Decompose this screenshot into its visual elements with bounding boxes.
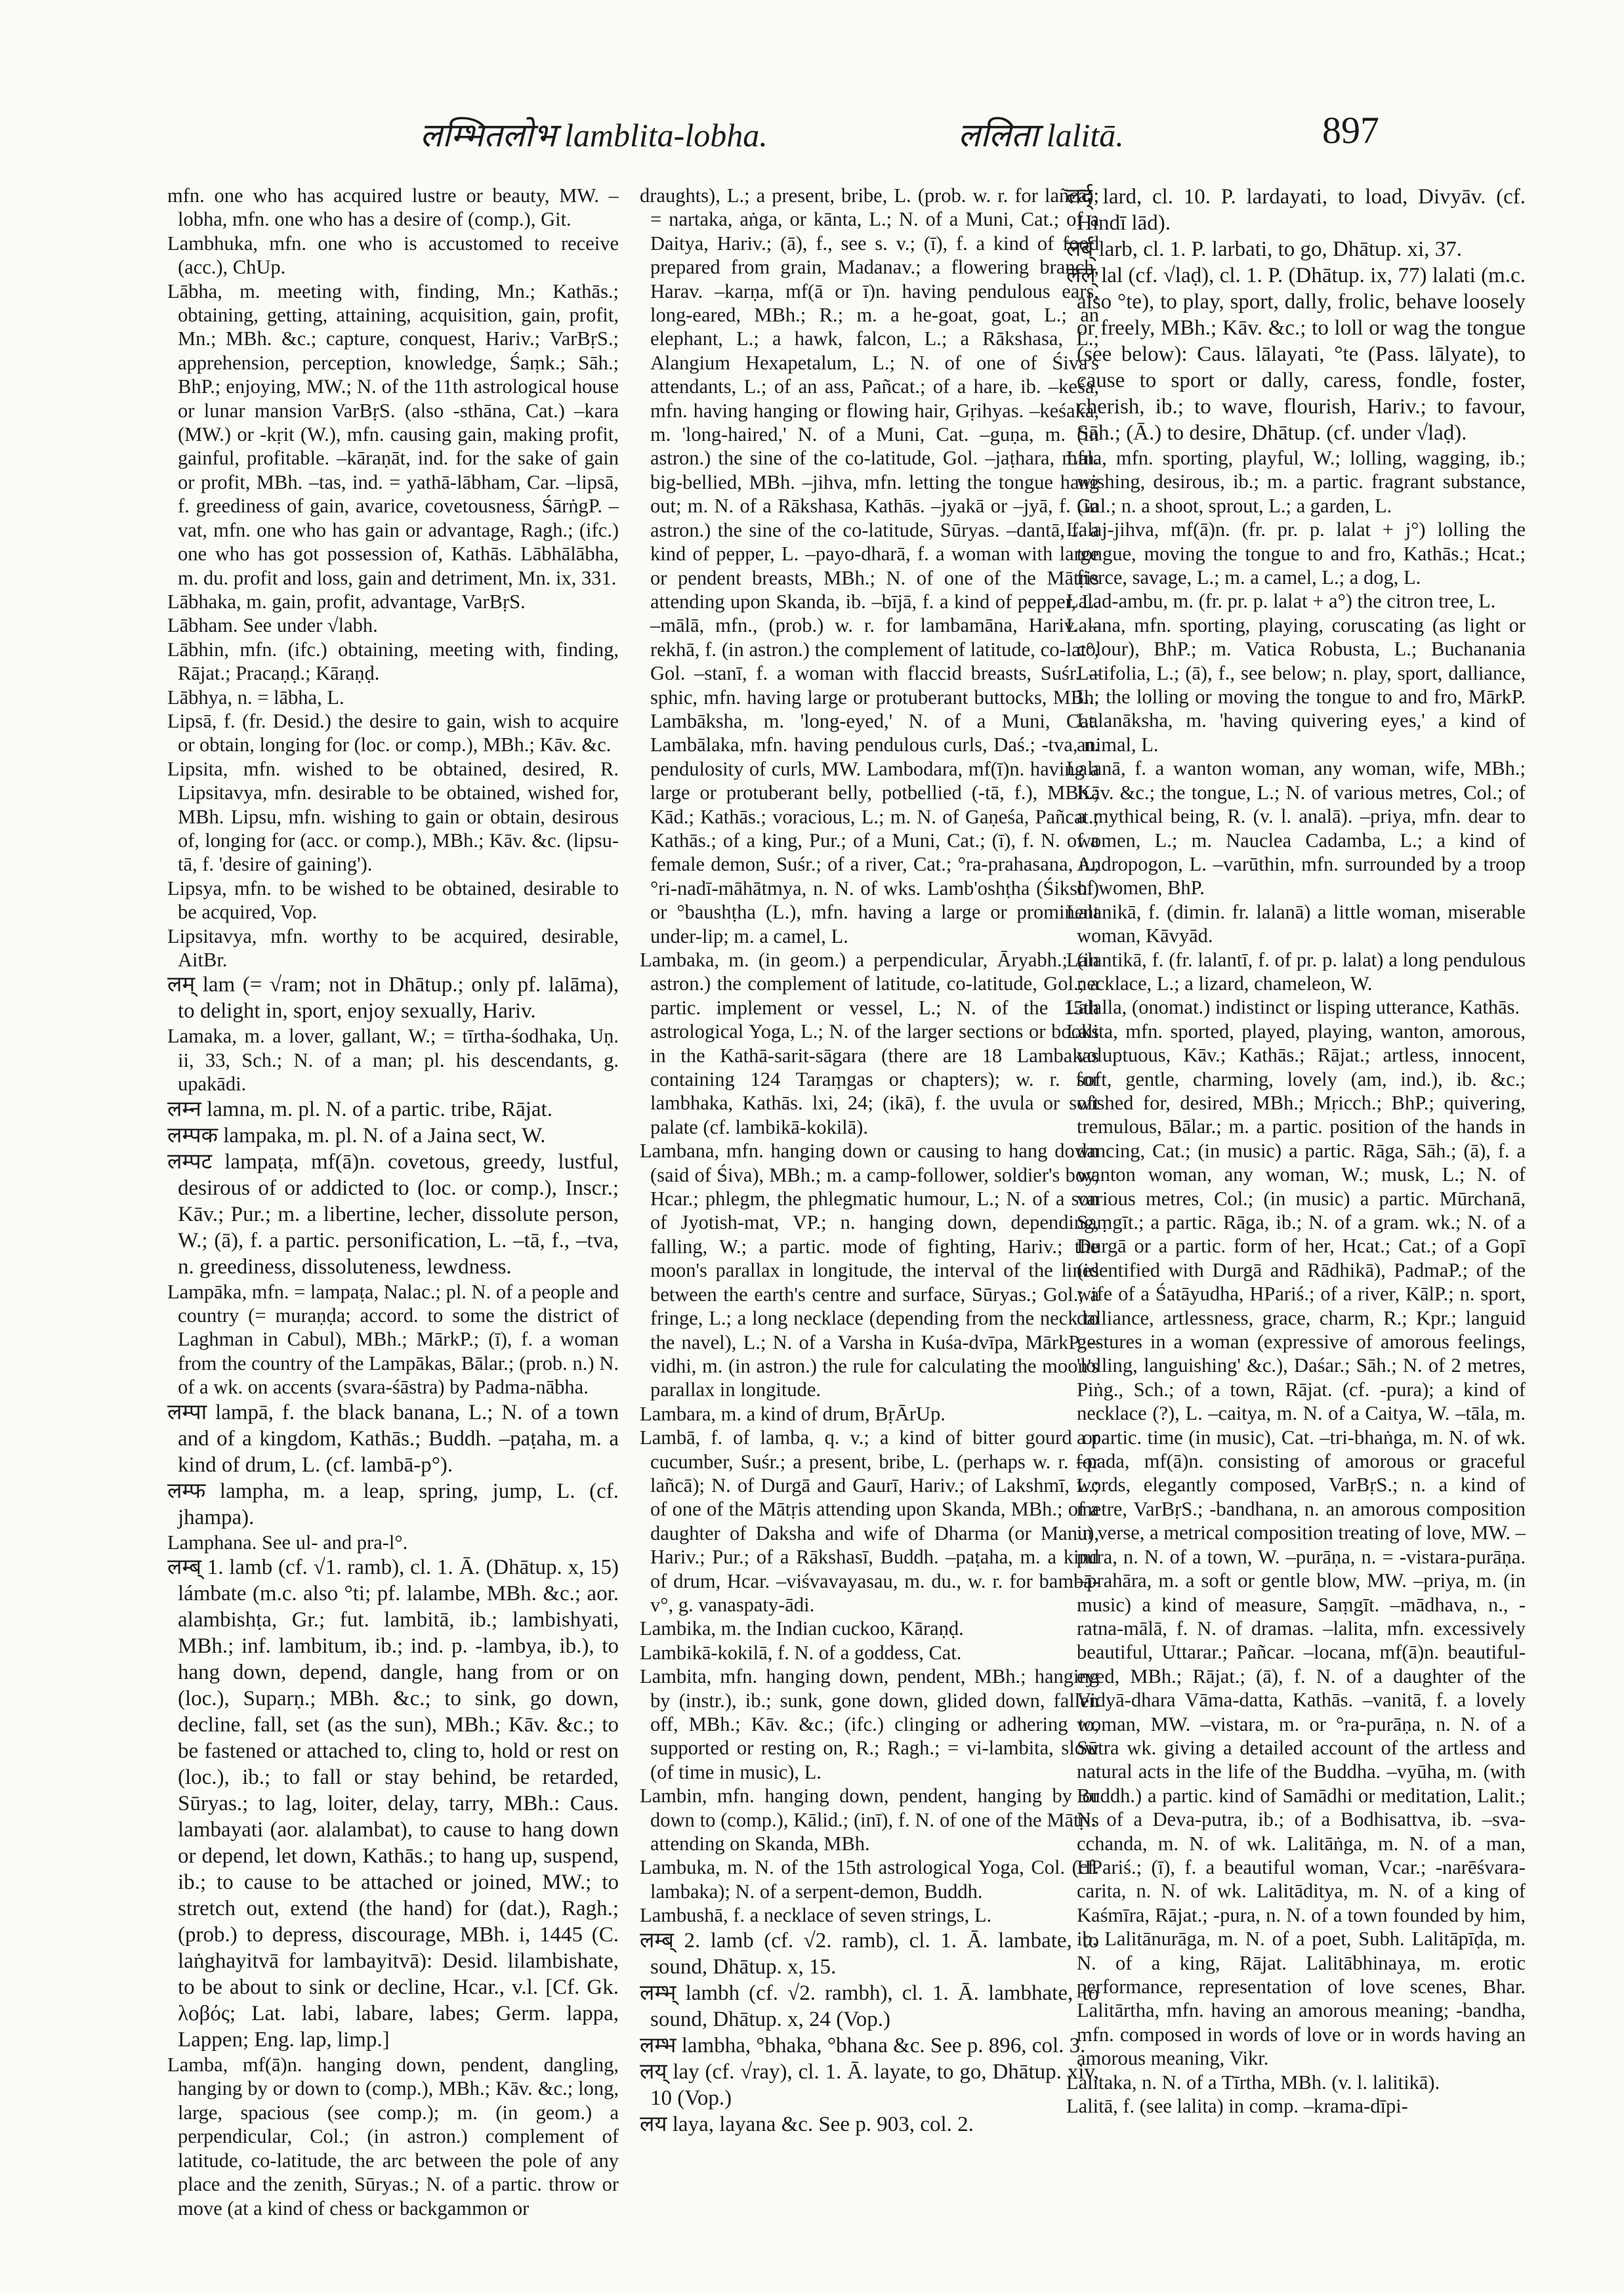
dictionary-entry: Lambika, m. the Indian cuckoo, Kāraṇḍ.	[640, 1617, 964, 1640]
dictionary-entry: लम्फ lampha, m. a leap, spring, jump, L. (cf. jhampa).	[167, 1479, 619, 1529]
dictionary-entry: लम्ब् 2. lamb (cf. √2. ramb), cl. 1. Ā. lambate, to sound, Dhātup. x, 15.	[640, 1928, 1099, 1979]
dictionary-entry: Lābha, m. meeting with, finding, Mn.; Kathās.; obtaining, getting, attaining, acquisition, gain, profit, Mn.; MBh. &c.; capture, conquest, Hariv.; VarBṛS.; apprehension, perception, knowledge, Śaṃk.; Sāh.; BhP.; enjoying, MW.; N. of the 11th astrological house or lunar mansion VarBṛS. (also -sthāna, Cat.) –kara (MW.) or -kṛit (W.), mfn. causing gain, making profit, gainful, profitable. –kāraṇāt, ind. for the sake of gain or profit, MBh. –tas, ind. = yathā-lābham, Car. –lipsā, f. greediness of gain, avarice, covetousness, ŚārṅgP. –vat, mfn. one who has gain or advantage, Ragh.; (ifc.) one who has got possession of, Kathās. Lābhālābha, m. du. profit and loss, gain and detriment, Mn. ix, 331.	[167, 279, 619, 589]
page-header	[0, 77, 1624, 176]
dictionary-entry: Lalanā, f. a wanton woman, any woman, wife, MBh.; Kāv. &c.; the tongue, L.; N. of various metres, Col.; of a mythical being, R. (v. l. analā). –priya, mfn. dear to women, L.; m. Nauclea Cadamba, L.; a kind of Andropogon, L. –varūthin, mfn. surrounded by a troop of women, BhP.	[1066, 757, 1526, 899]
dictionary-entry: लम्भ् lambh (cf. √2. rambh), cl. 1. Ā. lambhate, to sound, Dhātup. x, 24 (Vop.)	[640, 1981, 1099, 2031]
dictionary-entry: Lambā, f. of lamba, q. v.; a kind of bitter gourd or cucumber, Suśr.; a present, bribe, L. (perhaps w. r. for lañcā); N. of Durgā and Gaurī, Hariv.; of Lakshmī, L.; of one of the Mātṛis attending upon Skanda, MBh.; of a daughter of Daksha and wife of Dharma (or Manu), Hariv.; Pur.; of a Rākshasī, Buddh. –paṭaha, m. a kind of drum, Hcar. –viśvavayasau, m. du., w. r. for bambā-v°, g. vanaspaty-ādi.	[640, 1426, 1099, 1616]
dictionary-entry: Lambin, mfn. hanging down, pendent, hanging by or down to (comp.), Kālid.; (inī), f. N. of one of the Mātṛis attending on Skanda, MBh.	[640, 1785, 1099, 1855]
column-3	[1066, 184, 1526, 2270]
dictionary-entry: Lambikā-kokilā, f. N. of a goddess, Cat.	[640, 1641, 962, 1664]
column-1	[167, 184, 619, 2270]
dictionary-entry: Lābhya, n. = lābha, L.	[167, 686, 344, 709]
dictionary-entry: Lalanikā, f. (dimin. fr. lalanā) a little woman, miserable woman, Kāvyād.	[1066, 900, 1526, 947]
dictionary-entry: लल् lal (cf. √laḍ), cl. 1. P. (Dhātup. ix, 77) lalati (m.c. also °te), to play, sport, dally, frolic, behave loosely or freely, MBh.; Kāv. &c.; to loll or wag the tongue (see below): Caus. lālayati, °te (Pass. lālyate), to cause to sport or dally, caress, fondle, foster, cherish, ib.; to wave, flourish, Hariv.; to favour, Sāh.; (Ā.) to desire, Dhātup. (cf. under √laḍ).	[1066, 264, 1526, 445]
dictionary-entry: Lambara, m. a kind of drum, BṛĀrUp.	[640, 1402, 946, 1425]
dictionary-entry: Lamba, mf(ā)n. hanging down, pendent, dangling, hanging by or down to (comp.), MBh.; Kāv. &c.; long, large, spacious (see comp.); m. (in geom.) a perpendicular, Col.; (in astron.) complement of latitude, co-latitude, the arc between the pole of any place and the zenith, Sūryas.; N. of a partic. throw or move (at a kind of chess or backgammon or	[167, 2054, 619, 2220]
dictionary-entry: Lala, mfn. sporting, playful, W.; lolling, wagging, ib.; wishing, desirous, ib.; m. a partic. fragrant substance, Gal.; n. a shoot, sprout, L.; a garden, L.	[1066, 447, 1526, 517]
dictionary-entry: लम्ब् 1. lamb (cf. √1. ramb), cl. 1. Ā. (Dhātup. x, 15) lámbate (m.c. also °ti; pf. lalambe, MBh. &c.; aor. alambishṭa, Gr.; fut. lambitā, ib.; lambishyati, MBh.; inf. lambitum, ib.; ind. p. -lambya, ib.), to hang down, depend, dangle, hang from or on (loc.), Suparṇ.; MBh. &c.; to sink, go down, decline, fall, set (as the sun), MBh.; Kāv. &c.; to be fastened or attached to, cling to, hold or rest on (loc.), ib.; to fall or stay behind, be retarded, Sūryas.; to lag, loiter, delay, tarry, MBh.: Caus. lambayati (aor. alalambat), to cause to hang down or depend, let down, Kathās.; to hang up, suspend, ib.; to cause to be attached or joined, MW.; to stretch out, extend (the hand) for (dat.), Ragh.; (prob.) to depress, discourage, MBh. i, 1445 (C. laṅghayitvā for lambayitvā): Desid. lilambishate, to be about to sink or decline, Hcar., v.l. [Cf. Gk. λοβός; Lat. labi, labare, labes; Germ. lappa, Lappen; Eng. lap, limp.]	[167, 1556, 619, 2052]
dictionary-entry: Lābham. See under √labh.	[167, 614, 378, 637]
dictionary-entry: Lalalla, (onomat.) indistinct or lisping utterance, Kathās.	[1066, 996, 1520, 1019]
dictionary-entry: लर्द् lard, cl. 10. P. lardayati, to load, Divyāv. (cf. Hindī lād).	[1066, 185, 1526, 235]
dictionary-entry: Lipsita, mfn. wished to be obtained, desired, R. Lipsitavya, mfn. desirable to be obtained, wished for, MBh. Lipsu, mfn. wishing to gain or obtain, desirous of, longing for (acc. or comp.), MBh.; Kāv. &c. (lipsu-tā, f. 'desire of gaining').	[167, 757, 619, 876]
dictionary-entry: Lalitaka, n. N. of a Tīrtha, MBh. (v. l. lalitikā).	[1066, 2071, 1440, 2094]
dictionary-entry: लम्पक lampaka, m. pl. N. of a Jaina sect, W.	[167, 1123, 546, 1148]
page-number: 897	[1322, 109, 1379, 152]
dictionary-entry: Lalita, mfn. sported, played, playing, wanton, amorous, voluptuous, Kāv.; Kathās.; Rājat.; artless, innocent, soft, gentle, charming, lovely (am, ind.), ib. &c.; wished for, desired, MBh.; Mṛicch.; BhP.; quivering, tremulous, Bālar.; m. a partic. position of the hands in dancing, Cat.; (in music) a partic. Rāga, Sāh.; (ā), f. a wanton woman, any woman, W.; musk, L.; N. of various metres, Col.; (in music) a partic. Mūrchanā, Saṃgīt.; a partic. Rāga, ib.; N. of a gram. wk.; N. of a Durgā or a partic. form of her, Hcat.; Cat.; of a Gopī (identified with Durgā and Rādhikā), PadmaP.; of the wife of a Śatāyudha, HPariś.; of a river, KālP.; n. sport, dalliance, artlessness, grace, charm, R.; Kpr.; languid gestures in a woman (expressive of amorous feelings, 'lolling, languishing' &c.), Daśar.; Sāh.; N. of 2 metres, Piṅg., Sch.; of a town, Rājat. (cf. -pura); a kind of necklace (?), L. –caitya, m. N. of a Caitya, W. –tāla, m. a partic. time (in music), Cat. –tri-bhaṅga, m. N. of wk. –pada, mf(ā)n. consisting of amorous or graceful words, elegantly composed, VarBṛS.; n. a kind of metre, VarBṛS.; -bandhana, n. an amorous composition in verse, a metrical composition treating of love, MW. –pura, n. N. of a town, W. –purāṇa, n. = -vistara-purāṇa. –prahāra, m. a soft or gentle blow, MW. –priya, m. (in music) a kind of measure, Saṃgīt. –mādhava, n., -ratna-mālā, f. N. of dramas. –lalita, mfn. excessively beautiful, Uttarar.; Pañcar. –locana, mf(ā)n. beautiful-eyed, MBh.; Rājat.; (ā), f. N. of a daughter of the Vidyā-dhara Vāma-datta, Kathās. –vanitā, f. a lovely woman, MW. –vistara, m. or °ra-purāṇa, n. N. of a Sūtra wk. giving a detailed account of the artless and natural acts in the life of the Buddha. –vyūha, m. (with Buddh.) a partic. kind of Samādhi or meditation, Lalit.; N. of a Deva-putra, ib.; of a Bodhisattva, ib. –sva-cchanda, m. N. of wk. Lalitāṅga, m. N. of a man, HPariś.; (ī), f. a beautiful woman, Vcar.; -narēśvara-carita, n. N. of wk. Lalitāditya, m. N. of a king of Kaśmīra, Rājat.; -pura, n. N. of a town founded by him, ib. Lalitānurāga, m. N. of a poet, Subh. Lalitāpīḍa, m. N. of a king, Rājat. Lalitābhinaya, m. erotic performance, representation of love scenes, Bhar. Lalitārtha, mfn. having an amorous meaning; -bandha, mfn. composed in words of love or in words having an amorous meaning, Vikr.	[1066, 1020, 1526, 2070]
dictionary-entry: लम् lam (= √ram; not in Dhātup.; only pf. lalāma), to delight in, sport, enjoy sexually, Hariv.	[167, 973, 619, 1023]
dictionary-entry: लम्न lamna, m. pl. N. of a partic. tribe, Rājat.	[167, 1097, 552, 1121]
dictionary-entry: Lābhin, mfn. (ifc.) obtaining, meeting with, finding, Rājat.; Pracaṇḍ.; Kāraṇḍ.	[167, 638, 619, 685]
dictionary-entry: लम्भ lambha, °bhaka, °bhana &c. See p. 896, col. 3.	[640, 2033, 1086, 2057]
dictionary-entry: Lampāka, mfn. = lampaṭa, Nalac.; pl. N. of a people and country (= muraṇḍa; accord. to some the district of Laghman in Cabul), MBh.; MārkP.; (ī), f. a woman from the country of the Lampākas, Bālar.; (prob. n.) N. of a wk. on accents (svara-śāstra) by Padma-nābha.	[167, 1280, 619, 1399]
dictionary-entry: draughts), L.; a present, bribe, L. (prob. w. r. for lañcā); = nartaka, aṅga, or kānta, L.; N. of a Muni, Cat.; of a Daitya, Hariv.; (ā), f., see s. v.; (ī), f. a kind of food prepared from grain, Madanav.; a flowering branch, Harav. –karṇa, mf(ā or ī)n. having pendulous ears, long-eared, MBh.; R.; m. a he-goat, goat, L.; an elephant, L.; a hawk, falcon, L.; a Rākshasa, L.; Alangium Hexapetalum, L.; N. of one of Śiva's attendants, L.; of an ass, Pañcat.; of a hare, ib. –keśa, mfn. having hanging or flowing hair, Gṛihyas. –keśaka, m. 'long-haired,' N. of a Muni, Cat. –guṇa, m. (in astron.) the sine of the co-latitude, Gol. –jaṭhara, mfn. big-bellied, MBh. –jihva, mfn. letting the tongue hang out; m. N. of a Rākshasa, Kathās. –jyakā or –jyā, f. (in astron.) the sine of the co-latitude, Sūryas. –dantā, f. a kind of pepper, L. –payo-dharā, f. a woman with large or pendent breasts, MBh.; N. of one of the Mātṛis attending upon Skanda, ib. –bījā, f. a kind of pepper, L. –mālā, mfn., (prob.) w. r. for lambamāna, Hariv. –rekhā, f. (in astron.) the complement of latitude, co-lat°, Gol. –stanī, f. a woman with flaccid breasts, Suśr. –sphic, mfn. having large or protuberant buttocks, MBh. Lambāksha, m. 'long-eyed,' N. of a Muni, Cat. Lambālaka, mfn. having pendulous curls, Daś.; -tva, n. pendulosity of curls, MW. Lambodara, mf(ī)n. having a large or protuberant belly, potbellied (-tā, f.), MBh.; Kād.; Kathās.; voracious, L.; m. N. of Gaṇeśa, Pañcat.; Kathās.; of a king, Pur.; of a Muni, Cat.; (ī), f. N. of a female demon, Suśr.; of a river, Cat.; °ra-prahasana, n., °ri-nadī-māhātmya, n. N. of wks. Lamb'oshṭha (Śiksh.) or °baushṭha (L.), mfn. having a large or prominent under-lip; m. a camel, L.	[640, 184, 1099, 947]
dictionary-entry: Lambhuka, mfn. one who is accustomed to receive (acc.), ChUp.	[167, 232, 619, 279]
dictionary-entry: Lalantikā, f. (fr. lalantī, f. of pr. p. lalat) a long pendulous necklace, L.; a lizard, chameleon, W.	[1066, 948, 1526, 995]
dictionary-entry: लम्पट lampaṭa, mf(ā)n. covetous, greedy, lustful, desirous of or addicted to (loc. or comp.), Inscr.; Kāv.; Pur.; m. a libertine, lecher, dissolute person, W.; (ā), f. a partic. personification, L. –tā, f., –tva, n. greediness, dissoluteness, lewdness.	[167, 1149, 619, 1279]
running-head-right: ललिता lalitā.	[958, 117, 1124, 154]
dictionary-entry: Lambaka, m. (in geom.) a perpendicular, Āryabh.; (in astron.) the complement of latitude, co-latitude, Gol.; a partic. implement or vessel, L.; N. of the 15th astrological Yoga, L.; N. of the larger sections or books in the Kathā-sarit-sāgara (there are 18 Lambakas containing 124 Taraṃgas or chapters); w. r. for lambhaka, Kathās. lxi, 24; (ikā), f. the uvula or soft palate (cf. lambikā-kokilā).	[640, 949, 1099, 1138]
dictionary-entry: Lalitā, f. (see lalita) in comp. –krama-dīpi-	[1066, 2095, 1408, 2118]
dictionary-entry: Lalaj-jihva, mf(ā)n. (fr. pr. p. lalat + j°) lolling the tongue, moving the tongue to and fro, Kathās.; Hcat.; fierce, savage, L.; m. a camel, L.; a dog, L.	[1066, 518, 1526, 589]
dictionary-entry: लम्पा lampā, f. the black banana, L.; N. of a town and of a kingdom, Kathās.; Buddh. –paṭaha, m. a kind of drum, L. (cf. lambā-p°).	[167, 1400, 619, 1477]
column-2	[640, 184, 1099, 2270]
dictionary-entry: लय् lay (cf. √ray), cl. 1. Ā. layate, to go, Dhātup. xiv, 10 (Vop.)	[640, 2059, 1099, 2110]
dictionary-entry: Lambita, mfn. hanging down, pendent, MBh.; hanging by (instr.), ib.; sunk, gone down, glided down, fallen off, MBh.; Kāv. &c.; (ifc.) clinging or adhering to, supported or resting on, R.; Ragh.; = vi-lambita, slow (of time in music), L.	[640, 1665, 1099, 1783]
dictionary-entry: Lalana, mfn. sporting, playing, coruscating (as light or colour), BhP.; m. Vatica Robusta, L.; Buchanania Latifolia, L.; (ā), f., see below; n. play, sport, dalliance, L.; the lolling or moving the tongue to and fro, MārkP. Lalanāksha, m. 'having quivering eyes,' a kind of animal, L.	[1066, 613, 1526, 756]
dictionary-entry: Lalad-ambu, m. (fr. pr. p. lalat + a°) the citron tree, L.	[1066, 590, 1496, 613]
dictionary-entry: Lamphana. See ul- and pra-l°.	[167, 1531, 408, 1554]
running-head-left: लम्भितलोभ lamblita-lobha.	[420, 117, 768, 154]
dictionary-entry: Lipsitavya, mfn. worthy to be acquired, desirable, AitBr.	[167, 924, 619, 971]
dictionary-entry: Lābhaka, m. gain, profit, advantage, VarBṛS.	[167, 590, 526, 613]
dictionary-entry: mfn. one who has acquired lustre or beauty, MW. –lobha, mfn. one who has a desire of (comp.), Git.	[167, 184, 619, 231]
dictionary-entry: Lambushā, f. a necklace of seven strings, L.	[640, 1904, 992, 1927]
dictionary-entry: Lambuka, m. N. of the 15th astrological Yoga, Col. (cf. lambaka); N. of a serpent-demon, Buddh.	[640, 1856, 1099, 1903]
dictionary-entry: Lipsā, f. (fr. Desid.) the desire to gain, wish to acquire or obtain, longing for (loc. or comp.), MBh.; Kāv. &c.	[167, 709, 619, 756]
dictionary-entry: लर्ब् larb, cl. 1. P. larbati, to go, Dhātup. xi, 37.	[1066, 238, 1463, 261]
dictionary-entry: Lamaka, m. a lover, gallant, W.; = tīrtha-śodhaka, Uṇ. ii, 33, Sch.; N. of a man; pl. his descendants, g. upakādi.	[167, 1025, 619, 1096]
dictionary-entry: लय laya, layana &c. See p. 903, col. 2.	[640, 2112, 974, 2136]
dictionary-entry: Lipsya, mfn. to be wished to be obtained, desirable to be acquired, Vop.	[167, 877, 619, 924]
dictionary-entry: Lambana, mfn. hanging down or causing to hang down (said of Śiva), MBh.; m. a camp-follower, soldier's boy, Hcar.; phlegm, the phlegmatic humour, L.; N. of a son of Jyotish-mat, VP.; n. hanging down, depending, falling, W.; a partic. mode of fighting, Hariv.; the moon's parallax in longitude, the interval of the lines between the earth's centre and surface, Sūryas.; Gol.; a fringe, L.; a long necklace (depending from the neck to the navel), L.; N. of a Varsha in Kuśa-dvīpa, MārkP. –vidhi, m. (in astron.) the rule for calculating the moon's parallax in longitude.	[640, 1140, 1099, 1401]
